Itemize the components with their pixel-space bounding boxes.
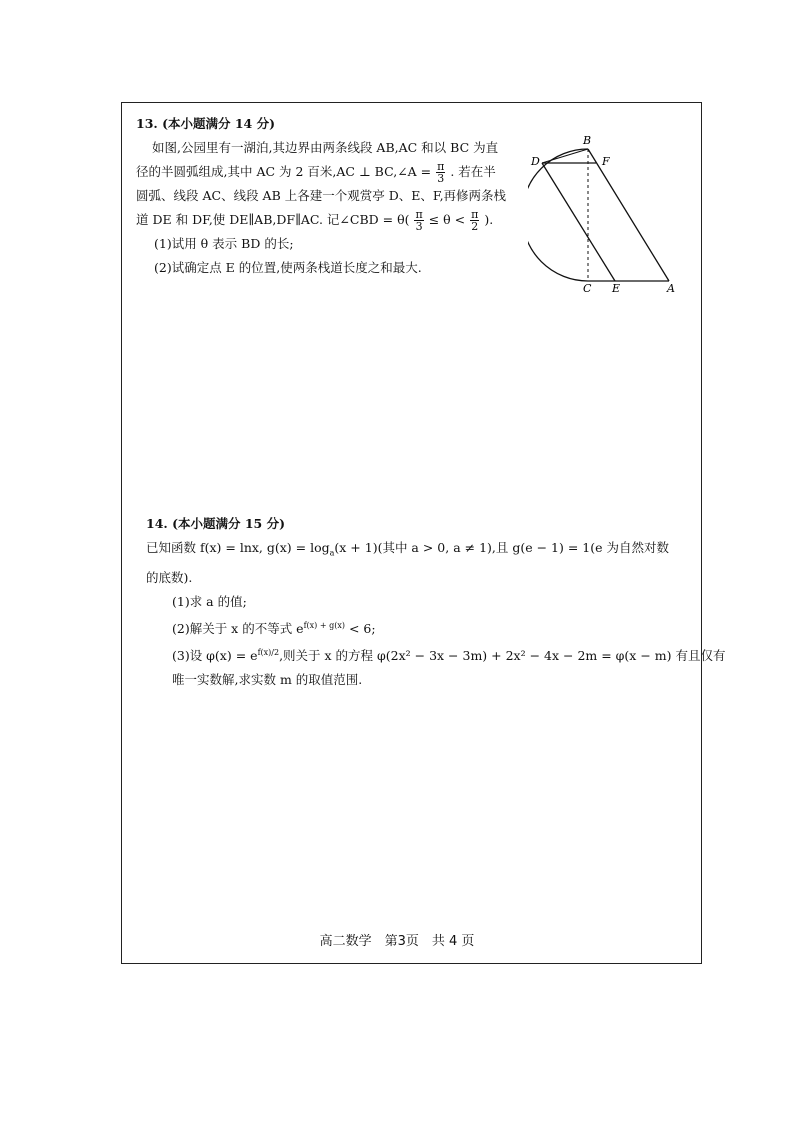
question-14-part-2a: (2)解关于 x 的不等式 e <box>172 620 304 636</box>
page-footer: 高二数学 第3页 共 4 页 <box>319 934 475 949</box>
question-14-heading: 14. (本小题满分 15 分) <box>146 516 286 531</box>
question-14-part-2b: < 6; <box>344 620 376 636</box>
question-14 <box>146 512 726 692</box>
question-14-line-2: 的底数). <box>146 569 193 585</box>
question-14-part-1: (1)求 a 的值; <box>172 593 247 609</box>
label-f: F <box>602 155 610 168</box>
chord-bd <box>542 149 588 163</box>
theta-upper-num: π <box>471 208 479 221</box>
log-base: a <box>329 548 335 558</box>
question-14-part-3b: ,则关于 x 的方程 φ(2x² − 3x − 3m) + 2x² − 4x − 2m = φ(x − m) 有且仅有 <box>279 647 726 663</box>
angle-fraction-num: π <box>437 160 445 173</box>
question-13-line-2b: . 若在半 <box>450 164 496 179</box>
question-13-line-4 <box>136 208 516 232</box>
question-13-part-1: (1)试用 θ 表示 BD 的长; <box>154 236 294 251</box>
label-e: E <box>612 282 621 295</box>
question-14-part-3-cont: 唯一实数解,求实数 m 的取值范围. <box>172 671 363 687</box>
question-13 <box>136 112 516 280</box>
theta-upper-fraction <box>470 209 479 232</box>
question-13-heading: 13. (本小题满分 14 分) <box>136 116 276 131</box>
lake-diagram <box>528 132 688 297</box>
label-c: C <box>583 282 592 295</box>
theta-upper-den: 2 <box>471 220 479 233</box>
question-14-part-2 <box>146 614 691 641</box>
question-13-line-2a: 径的半圆弧组成,其中 AC 为 2 百米,AC ⊥ BC,∠A = <box>136 164 432 179</box>
theta-lower-fraction <box>414 209 423 232</box>
theta-lower-den: 3 <box>415 220 423 233</box>
walkway-de <box>542 163 615 281</box>
theta-inequality: ≤ θ < <box>428 212 466 227</box>
label-d: D <box>531 155 540 168</box>
theta-lower-num: π <box>415 208 423 221</box>
angle-fraction-den: 3 <box>437 172 445 185</box>
question-13-line-3: 圆弧、线段 AC、线段 AB 上各建一个观赏亭 D、E、F,再修两条栈 <box>136 188 507 203</box>
question-13-part-2: (2)试确定点 E 的位置,使两条栈道长度之和最大. <box>154 260 422 275</box>
segment-ab <box>588 149 669 281</box>
question-14-part-3a: (3)设 φ(x) = e <box>172 647 258 663</box>
question-14-line-1b: (x + 1)(其中 a > 0, a ≠ 1),且 g(e − 1) = 1(e 为自然对数 <box>334 540 670 555</box>
question-14-line-1 <box>146 536 691 566</box>
semicircle-arc <box>528 149 588 281</box>
question-14-line-1a: 已知函数 f(x) = lnx, g(x) = log <box>146 540 330 555</box>
angle-fraction <box>436 161 445 184</box>
question-13-line-2 <box>136 160 516 184</box>
exponent-f-half: f(x)/2 <box>257 647 280 657</box>
question-13-line-4a: 道 DE 和 DF,使 DE∥AB,DF∥AC. 记∠CBD = θ( <box>136 212 410 227</box>
question-13-line-1: 如图,公园里有一湖泊,其边界由两条线段 AB,AC 和以 BC 为直 <box>152 140 499 155</box>
question-13-line-4b: ). <box>484 212 494 227</box>
label-b: B <box>583 134 592 147</box>
label-a: A <box>667 282 675 295</box>
exponent-fg: f(x) + g(x) <box>303 620 345 630</box>
question-14-part-3 <box>146 641 726 668</box>
